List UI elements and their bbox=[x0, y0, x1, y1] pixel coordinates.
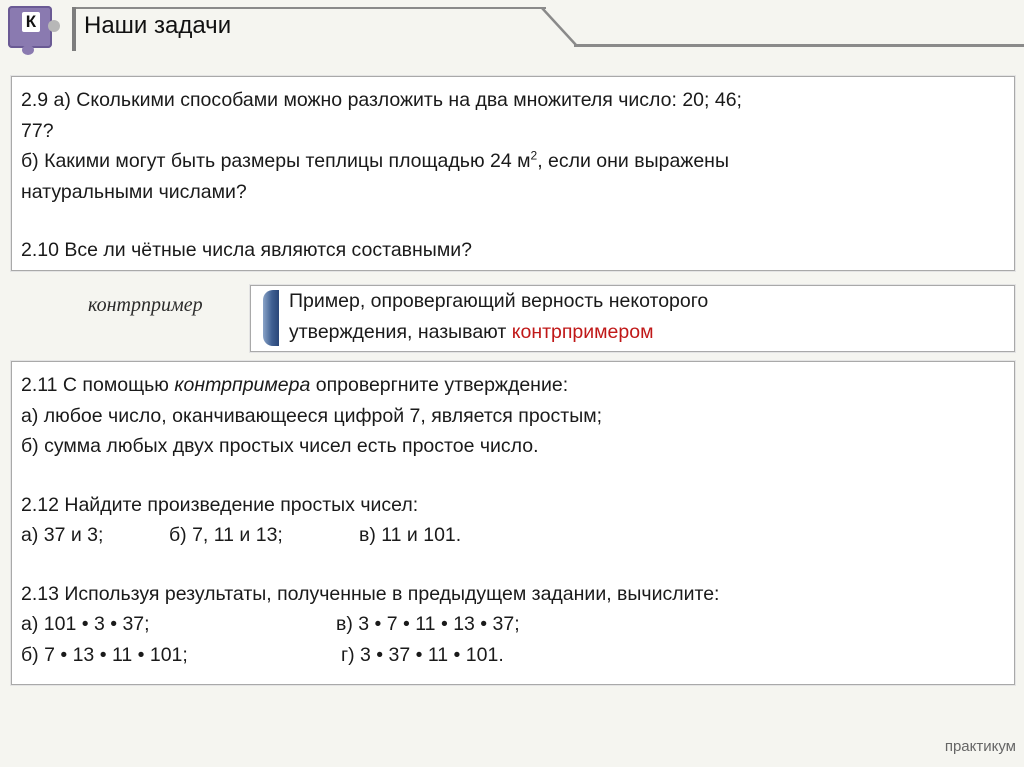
slide-header bbox=[0, 0, 1024, 60]
task-2-9-line-3-end: , если они выражены bbox=[537, 150, 729, 172]
spacer bbox=[21, 551, 1006, 579]
title-underline bbox=[574, 44, 1024, 47]
task-2-12-option-c: в) 11 и 101. bbox=[359, 524, 462, 546]
task-2-13-option-a: а) 101 • 3 • 37; bbox=[21, 613, 150, 635]
definition-line-2-start: утверждения, называют bbox=[289, 320, 512, 343]
definition-text bbox=[289, 286, 1009, 347]
task-2-9-line-1: 2.9 а) Сколькими способами можно разложить на два множителя число: 20; 46; bbox=[21, 89, 742, 111]
logo-letter: К bbox=[22, 12, 40, 32]
title-frame-diagonal bbox=[540, 7, 580, 49]
tasks-panel-2 bbox=[11, 361, 1015, 685]
superscript-2: 2 bbox=[530, 148, 538, 163]
task-2-11-line-1-start: 2.11 С помощью bbox=[21, 374, 175, 396]
task-2-12-option-b: б) 7, 11 и 13; bbox=[169, 524, 283, 546]
title-frame-accent bbox=[72, 7, 76, 51]
task-2-11-line-3: б) сумма любых двух простых чисел есть простое число. bbox=[21, 435, 539, 457]
tasks-panel-1 bbox=[11, 76, 1015, 271]
task-2-11-line-1-end: опровергните утверждение: bbox=[310, 374, 569, 396]
puzzle-logo-icon bbox=[8, 6, 52, 48]
task-2-13-option-g: г) 3 • 37 • 11 • 101. bbox=[341, 643, 504, 666]
task-2-13-row-2 bbox=[21, 640, 1006, 671]
task-2-11-italic-term: контрпримера bbox=[174, 374, 311, 396]
tasks-panel-2-text bbox=[21, 370, 1006, 670]
task-2-13-option-v: в) 3 • 7 • 11 • 13 • 37; bbox=[336, 613, 520, 635]
task-2-13-line-1: 2.13 Используя результаты, полученные в предыдущем задании, вычислите: bbox=[21, 582, 720, 605]
puzzle-nub-right bbox=[48, 20, 60, 32]
puzzle-nub-bottom bbox=[22, 45, 34, 55]
task-2-10: 2.10 Все ли чётные числа являются составными? bbox=[21, 239, 472, 261]
task-2-12-line-1: 2.12 Найдите произведение простых чисел: bbox=[21, 493, 419, 516]
task-2-9-line-3 bbox=[21, 146, 1006, 177]
footer-label: практикум bbox=[944, 738, 1016, 755]
definition-line-2 bbox=[289, 317, 1009, 348]
definition-panel bbox=[250, 285, 1015, 352]
definition-stripe bbox=[263, 290, 279, 346]
definition-line-1: Пример, опровергающий верность некоторого bbox=[289, 290, 709, 312]
spacer bbox=[21, 207, 1006, 235]
task-2-13-row-1 bbox=[21, 609, 1006, 640]
task-2-9-line-3-start: б) Какими могут быть размеры теплицы площадью 24 м bbox=[21, 150, 531, 172]
task-2-11-line-1 bbox=[21, 370, 1006, 401]
task-2-12-options bbox=[21, 520, 1006, 551]
definition-highlight-term: контрпримером bbox=[511, 320, 654, 343]
task-2-11-line-2: а) любое число, оканчивающееся цифрой 7, является простым; bbox=[21, 404, 603, 427]
task-2-12-option-a: а) 37 и 3; bbox=[21, 524, 104, 546]
definition-term-label: контрпример bbox=[88, 294, 203, 316]
spacer bbox=[21, 462, 1006, 490]
page-title: Наши задачи bbox=[84, 12, 232, 39]
tasks-panel-1-text bbox=[21, 85, 1006, 266]
task-2-9-line-2: 77? bbox=[21, 119, 54, 142]
task-2-9-line-4: натуральными числами? bbox=[21, 180, 247, 203]
task-2-13-option-b: б) 7 • 13 • 11 • 101; bbox=[21, 643, 188, 666]
